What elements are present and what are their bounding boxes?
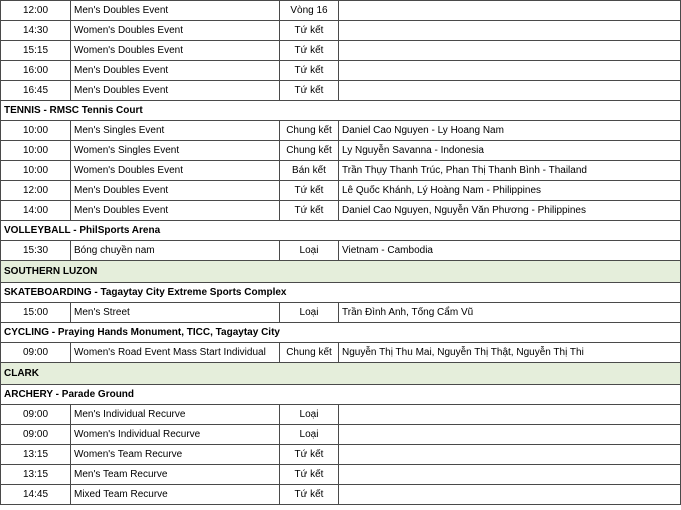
participants-cell (339, 21, 681, 41)
venue-label: ARCHERY - Parade Ground (1, 385, 681, 405)
participants-cell (339, 405, 681, 425)
event-cell: Men's Doubles Event (71, 181, 280, 201)
schedule-row (1, 1, 681, 21)
schedule-row (1, 141, 681, 161)
venue-label: SKATEBOARDING - Tagaytay City Extreme Sports Complex (1, 283, 681, 303)
event-cell: Men's Doubles Event (71, 201, 280, 221)
event-cell: Women's Doubles Event (71, 161, 280, 181)
time-cell: 14:45 (1, 485, 71, 505)
time-cell: 15:00 (1, 303, 71, 323)
region-header-row (1, 363, 681, 385)
schedule-row (1, 121, 681, 141)
event-cell: Women's Road Event Mass Start Individual (71, 343, 280, 363)
schedule-row (1, 41, 681, 61)
round-cell: Chung kết (280, 141, 339, 161)
region-label: SOUTHERN LUZON (1, 261, 681, 283)
schedule-row (1, 21, 681, 41)
event-cell: Women's Doubles Event (71, 41, 280, 61)
participants-cell (339, 445, 681, 465)
event-cell: Women's Singles Event (71, 141, 280, 161)
schedule-row (1, 303, 681, 323)
event-cell: Men's Team Recurve (71, 465, 280, 485)
venue-header-row (1, 221, 681, 241)
round-cell: Loại (280, 405, 339, 425)
event-cell: Bóng chuyền nam (71, 241, 280, 261)
schedule-row (1, 81, 681, 101)
round-cell: Chung kết (280, 343, 339, 363)
schedule-row (1, 445, 681, 465)
event-cell: Men's Doubles Event (71, 81, 280, 101)
participants-cell: Vietnam - Cambodia (339, 241, 681, 261)
schedule-row (1, 241, 681, 261)
round-cell: Loại (280, 241, 339, 261)
event-cell: Men's Street (71, 303, 280, 323)
round-cell: Tứ kết (280, 21, 339, 41)
time-cell: 10:00 (1, 121, 71, 141)
time-cell: 09:00 (1, 425, 71, 445)
time-cell: 16:45 (1, 81, 71, 101)
participants-cell: Ly Nguyễn Savanna - Indonesia (339, 141, 681, 161)
venue-header-row (1, 283, 681, 303)
round-cell: Tứ kết (280, 465, 339, 485)
event-cell: Mixed Team Recurve (71, 485, 280, 505)
round-cell: Tứ kết (280, 61, 339, 81)
time-cell: 12:00 (1, 1, 71, 21)
region-header-row (1, 261, 681, 283)
participants-cell (339, 81, 681, 101)
schedule-row (1, 201, 681, 221)
participants-cell (339, 1, 681, 21)
time-cell: 15:30 (1, 241, 71, 261)
time-cell: 15:15 (1, 41, 71, 61)
participants-cell: Lê Quốc Khánh, Lý Hoàng Nam - Philippines (339, 181, 681, 201)
time-cell: 14:30 (1, 21, 71, 41)
event-cell: Women's Individual Recurve (71, 425, 280, 445)
round-cell: Tứ kết (280, 181, 339, 201)
schedule-row (1, 465, 681, 485)
participants-cell (339, 485, 681, 505)
participants-cell: Trần Thụy Thanh Trúc, Phan Thị Thanh Bình - Thailand (339, 161, 681, 181)
schedule-row (1, 405, 681, 425)
event-cell: Men's Singles Event (71, 121, 280, 141)
event-cell: Men's Doubles Event (71, 61, 280, 81)
round-cell: Tứ kết (280, 81, 339, 101)
participants-cell: Daniel Cao Nguyen, Nguyễn Văn Phương - Philippines (339, 201, 681, 221)
round-cell: Tứ kết (280, 485, 339, 505)
time-cell: 13:15 (1, 465, 71, 485)
time-cell: 13:15 (1, 445, 71, 465)
participants-cell: Nguyễn Thị Thu Mai, Nguyễn Thị Thật, Nguyễn Thị Thi (339, 343, 681, 363)
round-cell: Bán kết (280, 161, 339, 181)
venue-label: VOLLEYBALL - PhilSports Arena (1, 221, 681, 241)
round-cell: Vòng 16 (280, 1, 339, 21)
participants-cell (339, 61, 681, 81)
time-cell: 16:00 (1, 61, 71, 81)
round-cell: Loại (280, 303, 339, 323)
time-cell: 09:00 (1, 405, 71, 425)
schedule-body (1, 1, 681, 505)
time-cell: 14:00 (1, 201, 71, 221)
venue-label: TENNIS - RMSC Tennis Court (1, 101, 681, 121)
time-cell: 12:00 (1, 181, 71, 201)
region-label: CLARK (1, 363, 681, 385)
venue-header-row (1, 323, 681, 343)
event-cell: Women's Team Recurve (71, 445, 280, 465)
round-cell: Tứ kết (280, 445, 339, 465)
event-cell: Men's Doubles Event (71, 1, 280, 21)
participants-cell: Daniel Cao Nguyen - Ly Hoang Nam (339, 121, 681, 141)
event-cell: Men's Individual Recurve (71, 405, 280, 425)
schedule-row (1, 343, 681, 363)
venue-header-row (1, 101, 681, 121)
participants-cell (339, 425, 681, 445)
venue-label: CYCLING - Praying Hands Monument, TICC, Tagaytay City (1, 323, 681, 343)
round-cell: Loại (280, 425, 339, 445)
schedule-row (1, 161, 681, 181)
participants-cell (339, 465, 681, 485)
schedule-row (1, 425, 681, 445)
round-cell: Chung kết (280, 121, 339, 141)
round-cell: Tứ kết (280, 41, 339, 61)
schedule-row (1, 485, 681, 505)
time-cell: 10:00 (1, 161, 71, 181)
time-cell: 09:00 (1, 343, 71, 363)
venue-header-row (1, 385, 681, 405)
participants-cell: Trần Đình Anh, Tống Cẩm Vũ (339, 303, 681, 323)
participants-cell (339, 41, 681, 61)
time-cell: 10:00 (1, 141, 71, 161)
schedule-row (1, 181, 681, 201)
round-cell: Tứ kết (280, 201, 339, 221)
event-cell: Women's Doubles Event (71, 21, 280, 41)
schedule-row (1, 61, 681, 81)
